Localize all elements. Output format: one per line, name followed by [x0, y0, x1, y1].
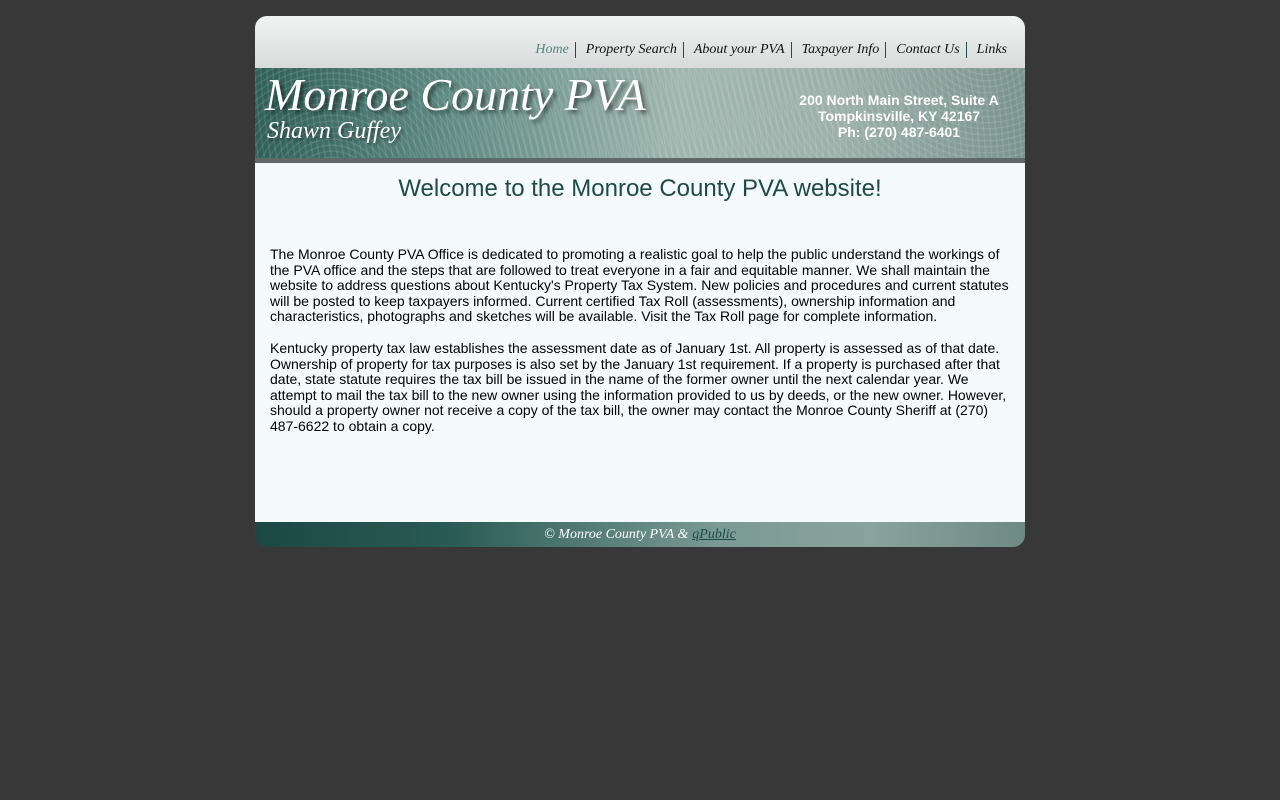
office-address: [775, 92, 1023, 140]
nav-bar: [255, 16, 1025, 68]
main-nav: [535, 42, 1007, 58]
nav-property-search-link[interactable]: Property Search: [576, 42, 684, 58]
address-line-1: 200 North Main Street, Suite A: [799, 92, 999, 108]
tax-law-paragraph: Kentucky property tax law establishes the assessment date as of January 1st. All property is assessed as of that date. Ownership of property for tax purposes is also set by the January 1st requirement. If a property is purchased after that date, state statute requires the tax bill be issued in the name of the former owner until the next calendar year. We attempt to mail the tax bill to the new owner using the information provided to us by deeds, or the new owner. However, should a property owner not receive a copy of the tax bill, the owner may contact the Monroe County Sheriff at (270) 487-6622 to obtain a copy.: [270, 339, 1007, 434]
site-subtitle: Shawn Guffey: [267, 118, 401, 144]
page-container: [255, 16, 1025, 547]
nav-contact-us-link[interactable]: Contact Us: [886, 42, 966, 58]
intro-paragraph: The Monroe County PVA Office is dedicated to promoting a realistic goal to help the public understand the workings of the PVA office and the steps that are followed to treat everyone in a fair and equitable manner. We shall maintain the website to address questions about Kentucky's Property Tax System. New policies and procedures and current statutes will be posted to keep taxpayers informed. Current certified Tax Roll (assessments), ownership information and characteristics, photographs and sketches will be available. Visit the Tax Roll page for complete information.: [270, 246, 1009, 325]
main-content: [255, 163, 1025, 522]
address-line-2: Tompkinsville, KY 42167: [817, 108, 981, 124]
footer-copyright: © Monroe County PVA &: [544, 526, 689, 542]
footer: [255, 522, 1025, 547]
welcome-heading: Welcome to the Monroe County PVA website!: [398, 175, 882, 202]
nav-taxpayer-info-link[interactable]: Taxpayer Info: [792, 42, 887, 58]
qpublic-link[interactable]: qPublic: [692, 526, 736, 542]
site-title: Monroe County PVA: [265, 69, 646, 120]
header-banner: [255, 68, 1025, 158]
nav-links-link[interactable]: Links: [976, 42, 1007, 57]
nav-about-your-pva-link[interactable]: About your PVA: [684, 42, 792, 58]
office-phone: Ph: (270) 487-6401: [837, 124, 961, 140]
nav-home-link[interactable]: Home: [535, 42, 575, 58]
